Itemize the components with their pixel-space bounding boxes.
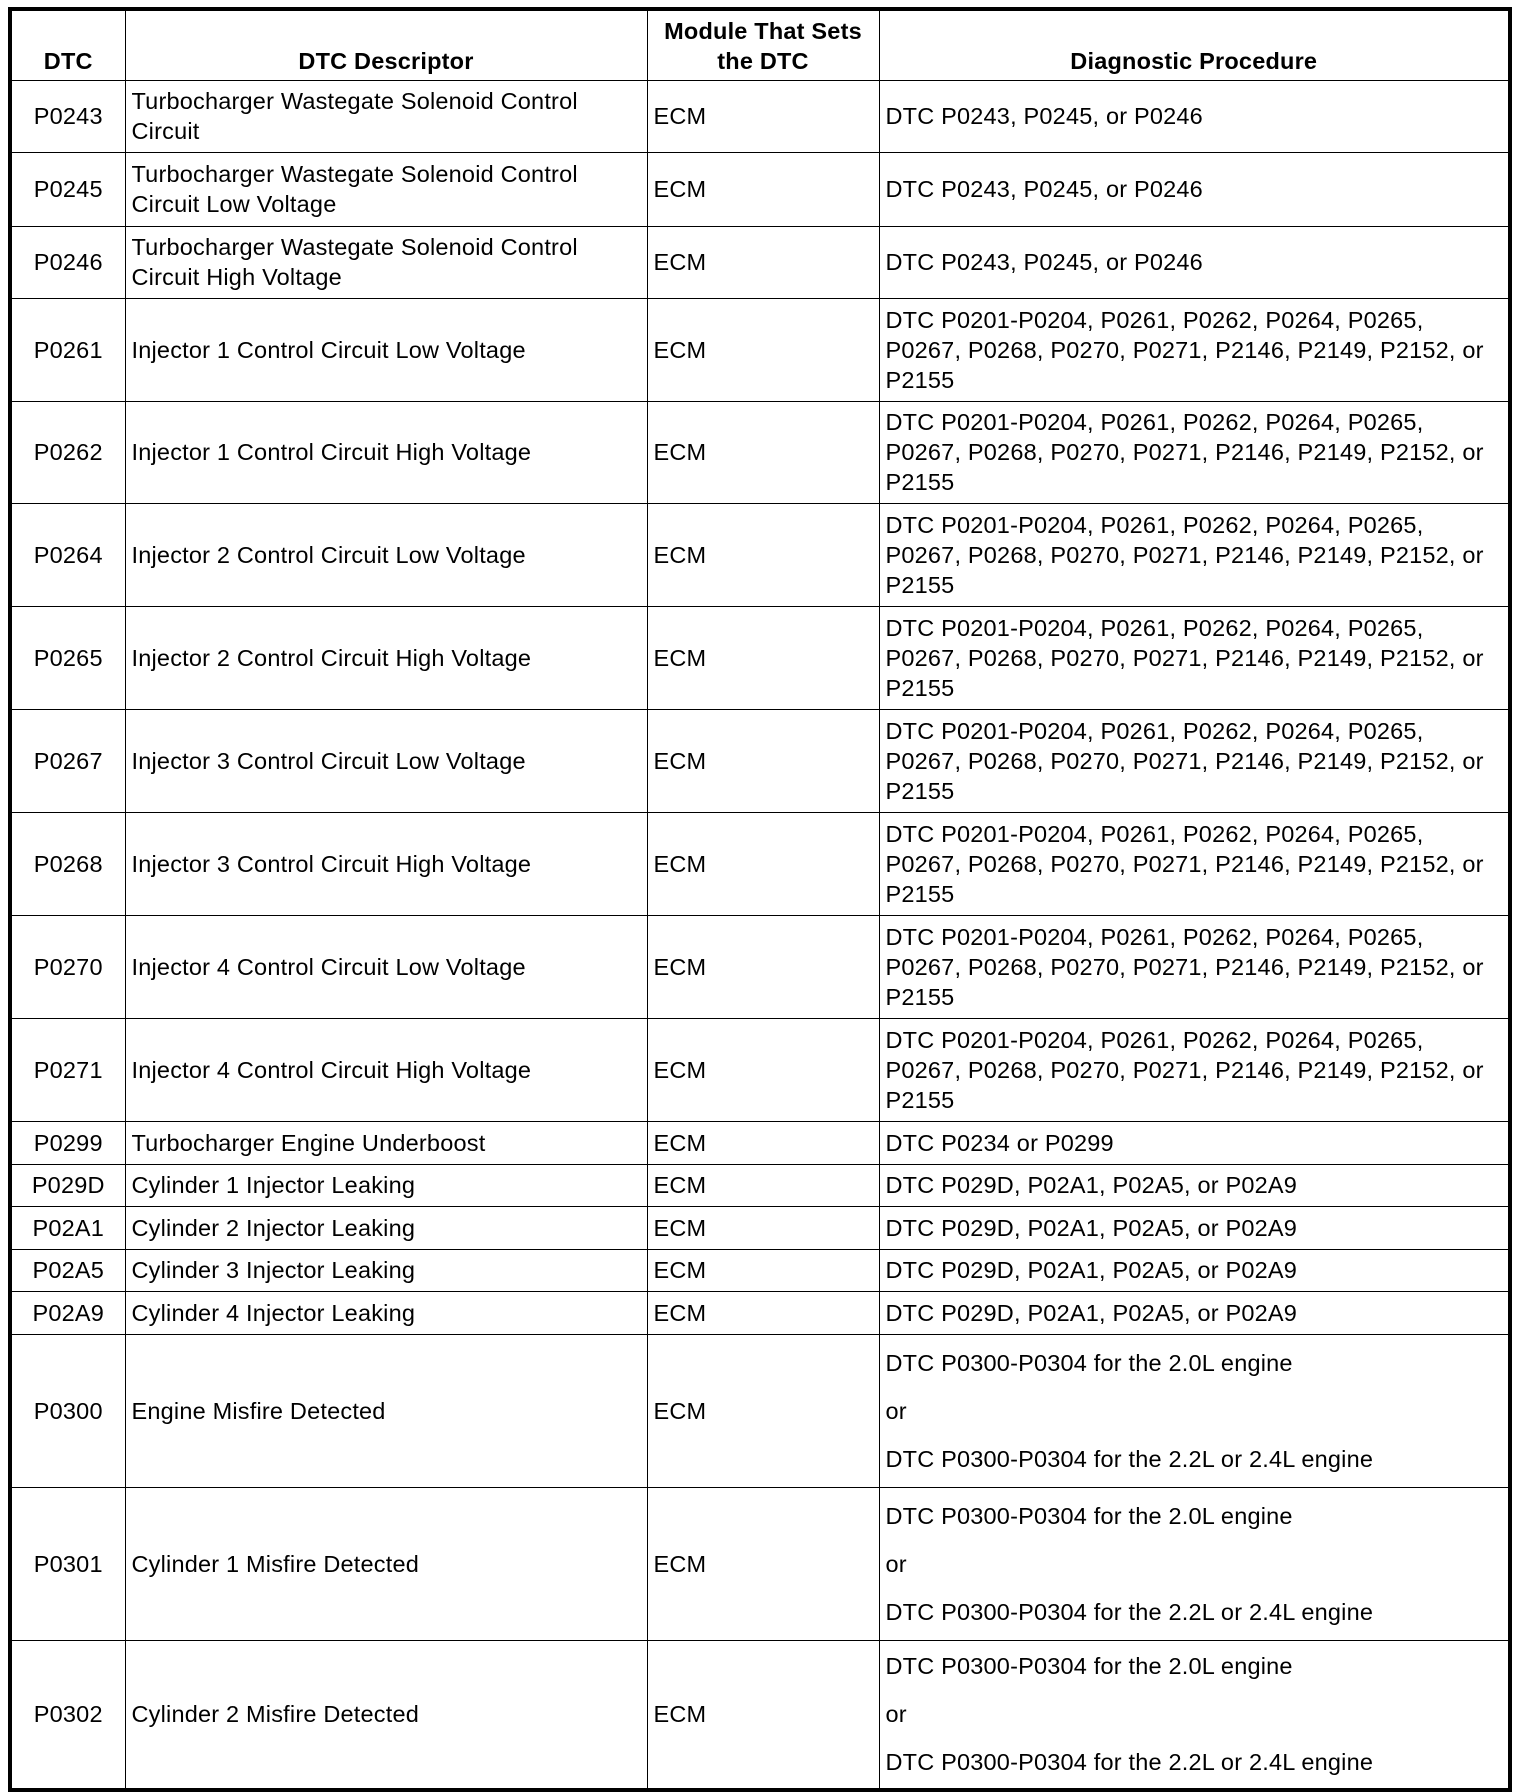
module: ECM <box>647 80 879 152</box>
module: ECM <box>647 226 879 298</box>
procedure-line: DTC P0201-P0204, P0261, P0262, P0264, P0265, P0267, P0268, P0270, P0271, P2146, P2149, P2152, or P2155 <box>885 306 1484 393</box>
table-row <box>10 1164 1510 1206</box>
dtc-descriptor: Engine Misfire Detected <box>125 1334 647 1487</box>
header-module-line: the DTC <box>717 47 809 74</box>
dtc-descriptor: Injector 2 Control Circuit Low Voltage <box>125 503 647 606</box>
dtc-code: P0267 <box>10 709 125 812</box>
dtc-code: P0268 <box>10 812 125 915</box>
table-row <box>10 298 1510 401</box>
dtc-descriptor: Cylinder 2 Injector Leaking <box>125 1206 647 1249</box>
dtc-code: P0243 <box>10 80 125 152</box>
dtc-code: P02A1 <box>10 1206 125 1249</box>
dtc-descriptor: Injector 3 Control Circuit High Voltage <box>125 812 647 915</box>
dtc-descriptor: Turbocharger Wastegate Solenoid Control Circuit <box>125 80 647 152</box>
diagnostic-procedure <box>879 1206 1510 1249</box>
diagnostic-procedure <box>879 401 1510 503</box>
procedure-line: DTC P0234 or P0299 <box>885 1129 1114 1156</box>
header-dtc: DTC <box>10 9 125 80</box>
procedure-line: DTC P029D, P02A1, P02A5, or P02A9 <box>885 1299 1298 1326</box>
header-descriptor: DTC Descriptor <box>125 9 647 80</box>
table-row <box>10 1291 1510 1334</box>
dtc-descriptor: Injector 2 Control Circuit High Voltage <box>125 606 647 709</box>
procedure-line: DTC P0201-P0204, P0261, P0262, P0264, P0265, P0267, P0268, P0270, P0271, P2146, P2149, P2152, or P2155 <box>885 409 1484 495</box>
diagnostic-procedure <box>879 226 1510 298</box>
dtc-code: P0300 <box>10 1334 125 1487</box>
dtc-descriptor: Turbocharger Engine Underboost <box>125 1121 647 1164</box>
diagnostic-procedure <box>879 709 1510 812</box>
table-row <box>10 1640 1510 1790</box>
procedure-line: DTC P029D, P02A1, P02A5, or P02A9 <box>885 1257 1298 1283</box>
procedure-line: DTC P0201-P0204, P0261, P0262, P0264, P0265, P0267, P0268, P0270, P0271, P2146, P2149, P2152, or P2155 <box>885 511 1484 598</box>
procedure-line: DTC P0300-P0304 for the 2.2L or 2.4L engine <box>885 1749 1374 1776</box>
diagnostic-procedure <box>879 606 1510 709</box>
dtc-descriptor: Injector 1 Control Circuit High Voltage <box>125 401 647 503</box>
dtc-descriptor: Injector 4 Control Circuit High Voltage <box>125 1018 647 1121</box>
procedure-line: DTC P0243, P0245, or P0246 <box>885 176 1203 202</box>
dtc-table <box>8 7 1512 1792</box>
dtc-code: P0265 <box>10 606 125 709</box>
module: ECM <box>647 152 879 226</box>
dtc-code: P0261 <box>10 298 125 401</box>
module: ECM <box>647 606 879 709</box>
dtc-code: P0262 <box>10 401 125 503</box>
module: ECM <box>647 503 879 606</box>
procedure-line: DTC P0243, P0245, or P0246 <box>885 103 1203 129</box>
module: ECM <box>647 1164 879 1206</box>
dtc-descriptor: Injector 4 Control Circuit Low Voltage <box>125 915 647 1018</box>
dtc-descriptor: Cylinder 2 Misfire Detected <box>125 1640 647 1790</box>
diagnostic-procedure <box>879 503 1510 606</box>
dtc-code: P0245 <box>10 152 125 226</box>
table-row <box>10 1206 1510 1249</box>
procedure-line: DTC P029D, P02A1, P02A5, or P02A9 <box>885 1214 1298 1241</box>
procedure-line: DTC P0201-P0204, P0261, P0262, P0264, P0265, P0267, P0268, P0270, P0271, P2146, P2149, P2152, or P2155 <box>885 923 1484 1010</box>
module: ECM <box>647 1334 879 1487</box>
diagnostic-procedure <box>879 1334 1510 1487</box>
diagnostic-procedure <box>879 80 1510 152</box>
procedure-line: or <box>885 1550 907 1577</box>
procedure-line: DTC P0300-P0304 for the 2.2L or 2.4L engine <box>885 1445 1374 1472</box>
dtc-descriptor: Cylinder 1 Injector Leaking <box>125 1164 647 1206</box>
dtc-code: P0302 <box>10 1640 125 1790</box>
dtc-code: P02A9 <box>10 1291 125 1334</box>
dtc-code: P0264 <box>10 503 125 606</box>
table-row <box>10 1018 1510 1121</box>
dtc-code: P029D <box>10 1164 125 1206</box>
table-row <box>10 503 1510 606</box>
module: ECM <box>647 1249 879 1291</box>
table-row <box>10 1121 1510 1164</box>
diagnostic-procedure <box>879 1249 1510 1291</box>
diagnostic-procedure <box>879 298 1510 401</box>
dtc-descriptor: Turbocharger Wastegate Solenoid Control Circuit Low Voltage <box>125 152 647 226</box>
table-row <box>10 1334 1510 1487</box>
procedure-line: DTC P029D, P02A1, P02A5, or P02A9 <box>885 1172 1298 1198</box>
module: ECM <box>647 1487 879 1640</box>
table-row <box>10 1487 1510 1640</box>
dtc-descriptor: Cylinder 3 Injector Leaking <box>125 1249 647 1291</box>
diagnostic-procedure <box>879 1640 1510 1790</box>
table-row <box>10 812 1510 915</box>
procedure-line: DTC P0300-P0304 for the 2.2L or 2.4L engine <box>885 1598 1374 1625</box>
table-row <box>10 401 1510 503</box>
dtc-code: P0270 <box>10 915 125 1018</box>
diagnostic-procedure <box>879 152 1510 226</box>
procedure-line: or <box>885 1701 907 1728</box>
table-row <box>10 80 1510 152</box>
table-row <box>10 709 1510 812</box>
dtc-code: P0246 <box>10 226 125 298</box>
procedure-line: DTC P0201-P0204, P0261, P0262, P0264, P0265, P0267, P0268, P0270, P0271, P2146, P2149, P2152, or P2155 <box>885 1026 1484 1113</box>
diagnostic-procedure <box>879 1121 1510 1164</box>
diagnostic-procedure <box>879 1018 1510 1121</box>
dtc-code: P0301 <box>10 1487 125 1640</box>
procedure-line: DTC P0300-P0304 for the 2.0L engine <box>885 1502 1293 1529</box>
header-procedure: Diagnostic Procedure <box>879 9 1510 80</box>
dtc-code: P0271 <box>10 1018 125 1121</box>
module: ECM <box>647 401 879 503</box>
procedure-line: DTC P0201-P0204, P0261, P0262, P0264, P0265, P0267, P0268, P0270, P0271, P2146, P2149, P2152, or P2155 <box>885 820 1484 907</box>
module: ECM <box>647 812 879 915</box>
dtc-descriptor: Turbocharger Wastegate Solenoid Control Circuit High Voltage <box>125 226 647 298</box>
dtc-code: P0299 <box>10 1121 125 1164</box>
module: ECM <box>647 1206 879 1249</box>
module: ECM <box>647 298 879 401</box>
table-row <box>10 152 1510 226</box>
header-module <box>647 9 879 80</box>
module: ECM <box>647 1121 879 1164</box>
header-module-line: Module That Sets <box>664 17 862 44</box>
diagnostic-procedure <box>879 915 1510 1018</box>
table-row <box>10 915 1510 1018</box>
header-row <box>10 9 1510 80</box>
procedure-line: DTC P0201-P0204, P0261, P0262, P0264, P0265, P0267, P0268, P0270, P0271, P2146, P2149, P2152, or P2155 <box>885 717 1484 804</box>
module: ECM <box>647 1291 879 1334</box>
module: ECM <box>647 1640 879 1790</box>
dtc-descriptor: Cylinder 4 Injector Leaking <box>125 1291 647 1334</box>
table-row <box>10 1249 1510 1291</box>
dtc-descriptor: Injector 1 Control Circuit Low Voltage <box>125 298 647 401</box>
dtc-descriptor: Cylinder 1 Misfire Detected <box>125 1487 647 1640</box>
procedure-line: DTC P0243, P0245, or P0246 <box>885 249 1203 275</box>
dtc-descriptor: Injector 3 Control Circuit Low Voltage <box>125 709 647 812</box>
dtc-code: P02A5 <box>10 1249 125 1291</box>
procedure-line: or <box>885 1397 907 1424</box>
table-row <box>10 606 1510 709</box>
module: ECM <box>647 709 879 812</box>
diagnostic-procedure <box>879 1487 1510 1640</box>
procedure-line: DTC P0201-P0204, P0261, P0262, P0264, P0265, P0267, P0268, P0270, P0271, P2146, P2149, P2152, or P2155 <box>885 614 1484 701</box>
module: ECM <box>647 1018 879 1121</box>
procedure-line: DTC P0300-P0304 for the 2.0L engine <box>885 1653 1293 1680</box>
procedure-line: DTC P0300-P0304 for the 2.0L engine <box>885 1349 1293 1376</box>
table-row <box>10 226 1510 298</box>
diagnostic-procedure <box>879 1164 1510 1206</box>
module: ECM <box>647 915 879 1018</box>
diagnostic-procedure <box>879 812 1510 915</box>
diagnostic-procedure <box>879 1291 1510 1334</box>
